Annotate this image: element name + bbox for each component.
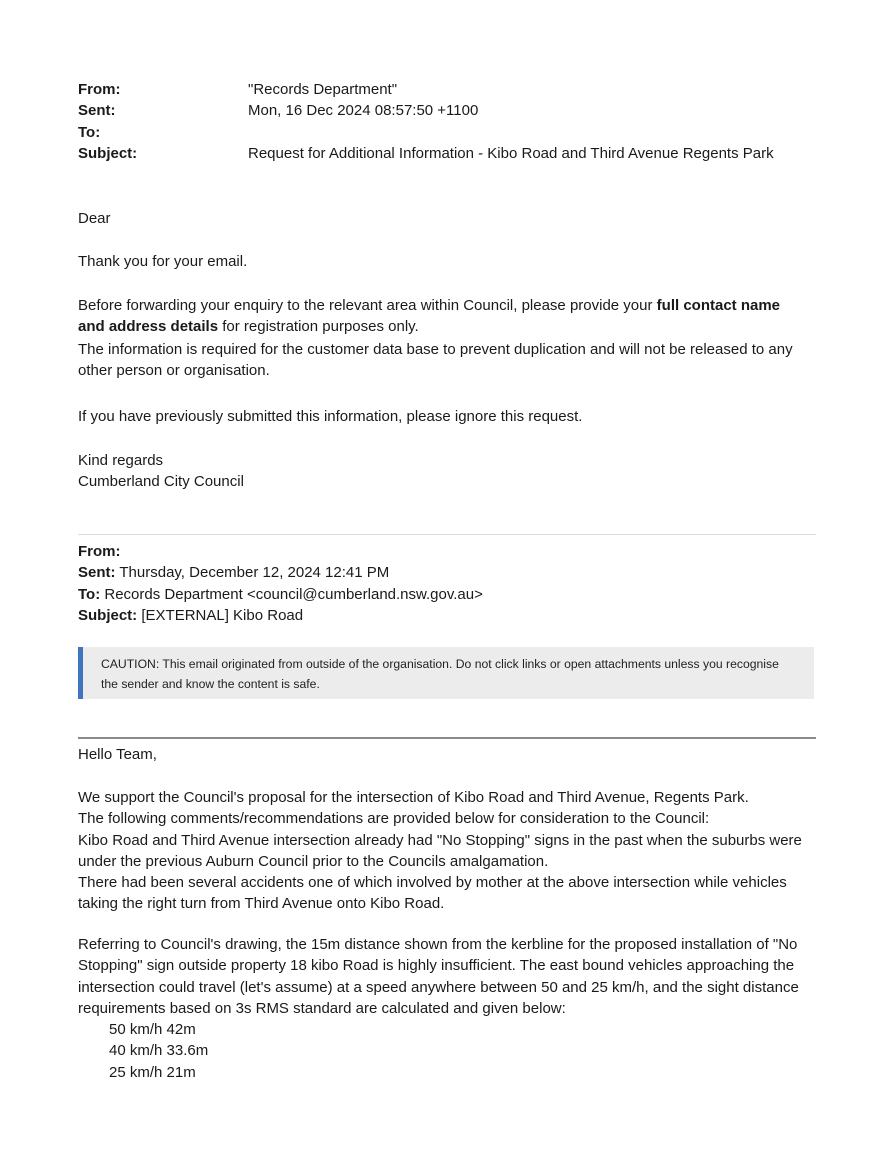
header-subject-label: Subject: [78,144,138,162]
message-line-1: We support the Council's proposal for the intersection of Kibo Road and Third Avenue, Regents Park. [78,789,749,806]
header-subject-row [78,143,774,164]
reply-ignore: If you have previously submitted this information, please ignore this request. [78,408,583,425]
header-to-row [78,122,774,143]
caution-banner [78,647,814,699]
message-line-2: The following comments/recommendations are provided below for consideration to the Council: [78,810,710,828]
original-subject-value: [EXTERNAL] Kibo Road [137,606,304,624]
original-to-label: To: [78,585,101,603]
message-greeting: Hello Team, [78,746,157,763]
message-paragraph-1 [78,787,808,915]
speed-item: 40 km/h 33.6m [109,1042,209,1060]
speed-item: 50 km/h 42m [109,1021,196,1038]
original-sent-row [78,562,818,583]
reply-request-text-a: Before forwarding your enquiry to the relevant area within Council, please provide your [78,297,657,314]
message-line-4: There had been several accidents one of which involved by mother at the above intersection while vehicles taking the right turn from Third Avenue onto Kibo Road. [78,874,787,913]
original-to-row [78,584,818,605]
speed-list [78,1019,818,1083]
original-subject-row [78,605,818,626]
speed-item: 25 km/h 21m [109,1063,196,1081]
reply-request-text-b: for registration purposes only. [218,318,419,336]
message-separator [78,737,816,739]
caution-text: CAUTION: This email originated from outside of the organisation. Do not click links or open attachments unless you recognise the sender and know the content is safe. [101,657,779,691]
original-subject-label: Subject: [78,606,138,624]
reply-thanks: Thank you for your email. [78,253,248,270]
original-from-row [78,541,818,562]
reply-request-bold: full contact name and address details [78,297,781,336]
reply-signature: Cumberland City Council [78,473,244,490]
header-from-row [78,79,774,100]
header-subject-value: Request for Additional Information - Kibo Road and Third Avenue Regents Park [248,144,774,162]
original-sent-value: Thursday, December 12, 2024 12:41 PM [115,564,390,582]
reply-info: The information is required for the customer data base to prevent duplication and will not be released to any other person or organisation. [78,341,793,380]
separator-line [78,534,816,535]
header-sent-label: Sent: [78,102,116,120]
original-to-value: Records Department <council@cumberland.nsw.gov.au> [100,585,483,603]
original-header [78,541,818,626]
original-from-label: From: [78,543,121,560]
header-from-label: From: [78,81,121,98]
original-sent-label: Sent: [78,564,116,582]
email-header [78,79,774,164]
reply-closing: Kind regards [78,452,164,469]
message-paragraph-2: Referring to Council's drawing, the 15m distance shown from the kerbline for the proposed installation of "No Stopping" sign outside property 18 kibo Road is highly insufficient. The east bound vehicles approaching the intersection could travel (let's assume) at a speed anywhere between 50 and 25 km/h, and the sight distance requirements based on 3s RMS standard are calculated and given below: [78,936,799,1017]
header-to-label: To: [78,123,101,141]
header-sent-row [78,100,774,121]
reply-request [78,295,803,338]
header-sent-value: Mon, 16 Dec 2024 08:57:50 +1100 [248,102,479,120]
reply-greeting: Dear [78,210,111,227]
header-from-value: "Records Department" [248,81,398,98]
message-line-3: Kibo Road and Third Avenue intersection already had "No Stopping" signs in the past when the suburbs were under the previous Auburn Council prior to the Councils amalgamation. [78,831,802,870]
